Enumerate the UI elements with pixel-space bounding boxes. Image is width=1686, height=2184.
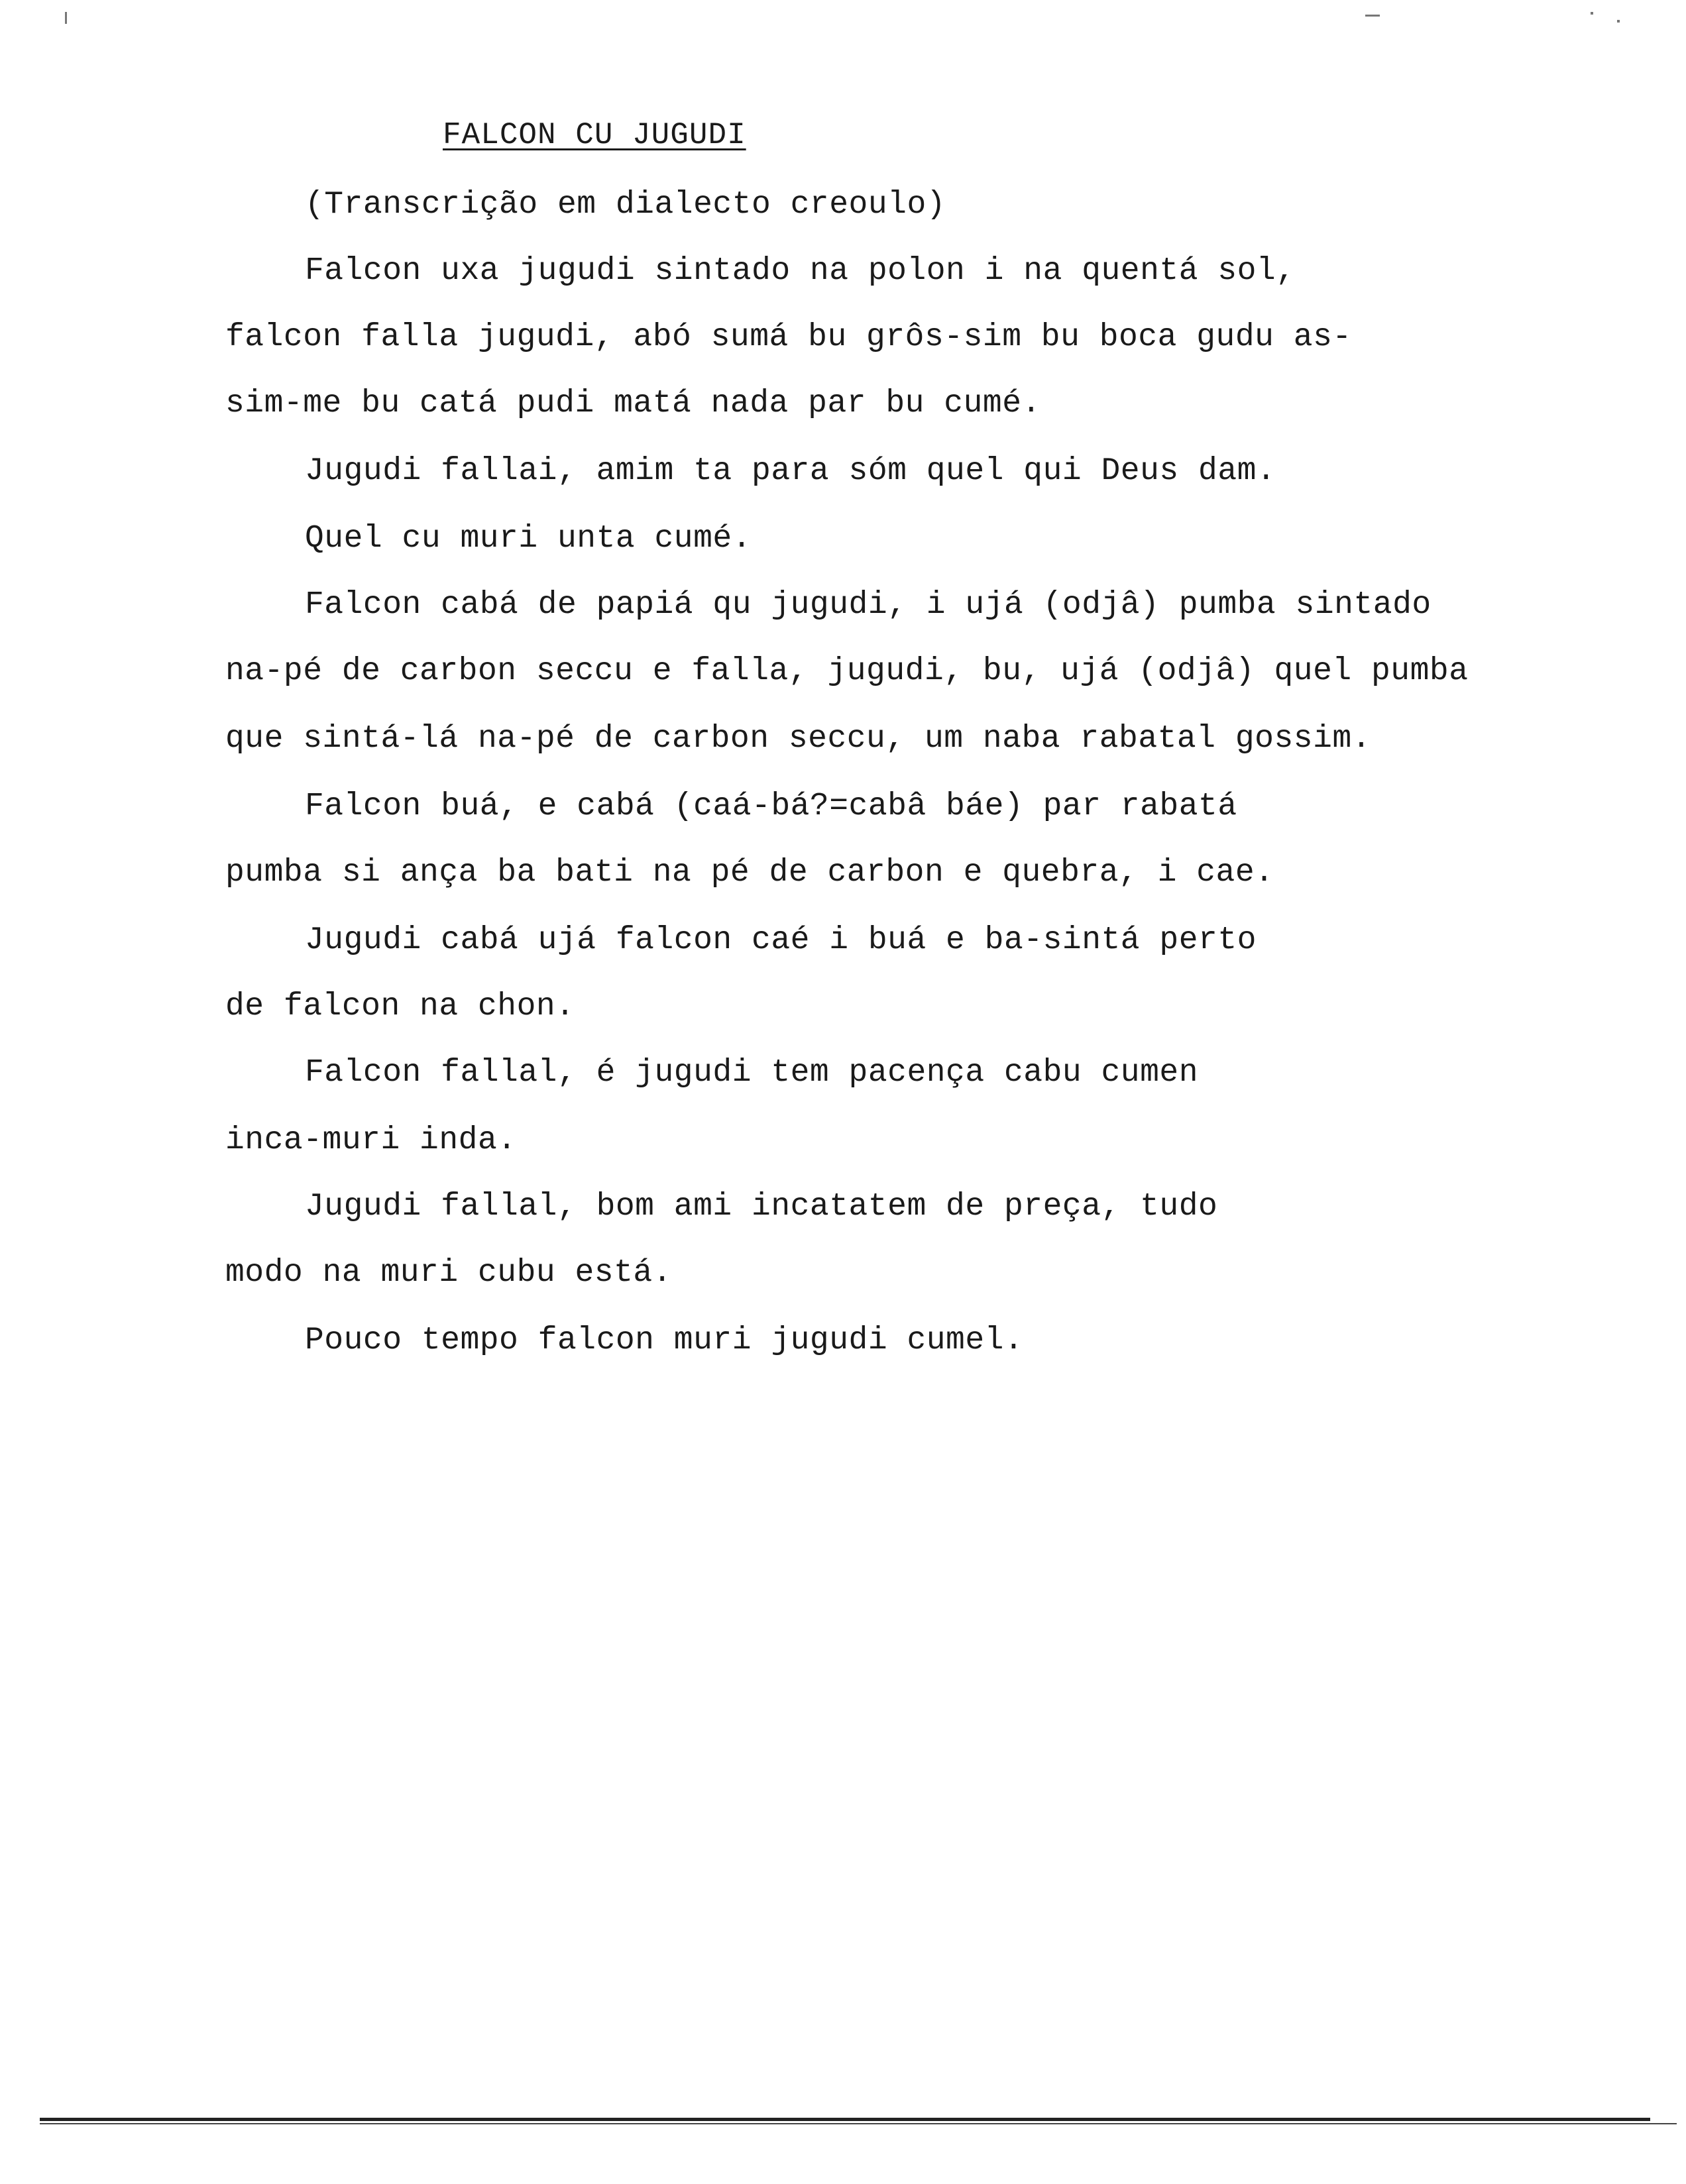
text-line: inca-muri inda. xyxy=(225,1122,517,1158)
bottom-rule-line-thin xyxy=(40,2123,1677,2124)
text-line: Falcon uxa jugudi sintado na polon i na quentá sol, xyxy=(305,253,1296,289)
text-line: de falcon na chon. xyxy=(225,989,575,1024)
text-line: Jugudi fallai, amim ta para sóm quel qui Deus dam. xyxy=(305,453,1276,489)
text-line: modo na muri cubu está. xyxy=(225,1255,673,1291)
scan-speck xyxy=(1365,15,1380,17)
text-line: Falcon cabá de papiá qu jugudi, i ujá (odjâ) pumba sintado xyxy=(305,587,1432,623)
text-line: Pouco tempo falcon muri jugudi cumel. xyxy=(305,1323,1024,1358)
text-line: que sintá-lá na-pé de carbon seccu, um naba rabatal gossim. xyxy=(225,721,1371,757)
text-line: pumba si ança ba bati na pé de carbon e quebra, i cae. xyxy=(225,855,1274,891)
text-line: na-pé de carbon seccu e falla, jugudi, bu, ujá (odjâ) quel pumba xyxy=(225,653,1469,689)
text-line: Falcon buá, e cabá (caá-bá?=cabâ báe) par rabatá xyxy=(305,789,1237,824)
scan-speck xyxy=(1617,20,1620,23)
text-line: Quel cu muri unta cumé. xyxy=(305,521,752,557)
text-line: falcon falla jugudi, abó sumá bu grôs-sim bu boca gudu as- xyxy=(225,319,1352,355)
text-line: sim-me bu catá pudi matá nada par bu cumé. xyxy=(225,386,1041,421)
document-title: FALCON CU JUGUDI xyxy=(443,118,746,152)
text-line-subtitle: (Transcrição em dialecto creoulo) xyxy=(305,187,946,223)
scan-speck xyxy=(1591,12,1593,15)
text-line: Jugudi fallal, bom ami incatatem de preça, tudo xyxy=(305,1189,1218,1225)
scan-speck xyxy=(65,12,67,24)
text-line: Jugudi cabá ujá falcon caé i buá e ba-sintá perto xyxy=(305,922,1257,958)
text-line: Falcon fallal, é jugudi tem pacença cabu cumen xyxy=(305,1055,1199,1091)
bottom-rule-line xyxy=(40,2118,1650,2121)
